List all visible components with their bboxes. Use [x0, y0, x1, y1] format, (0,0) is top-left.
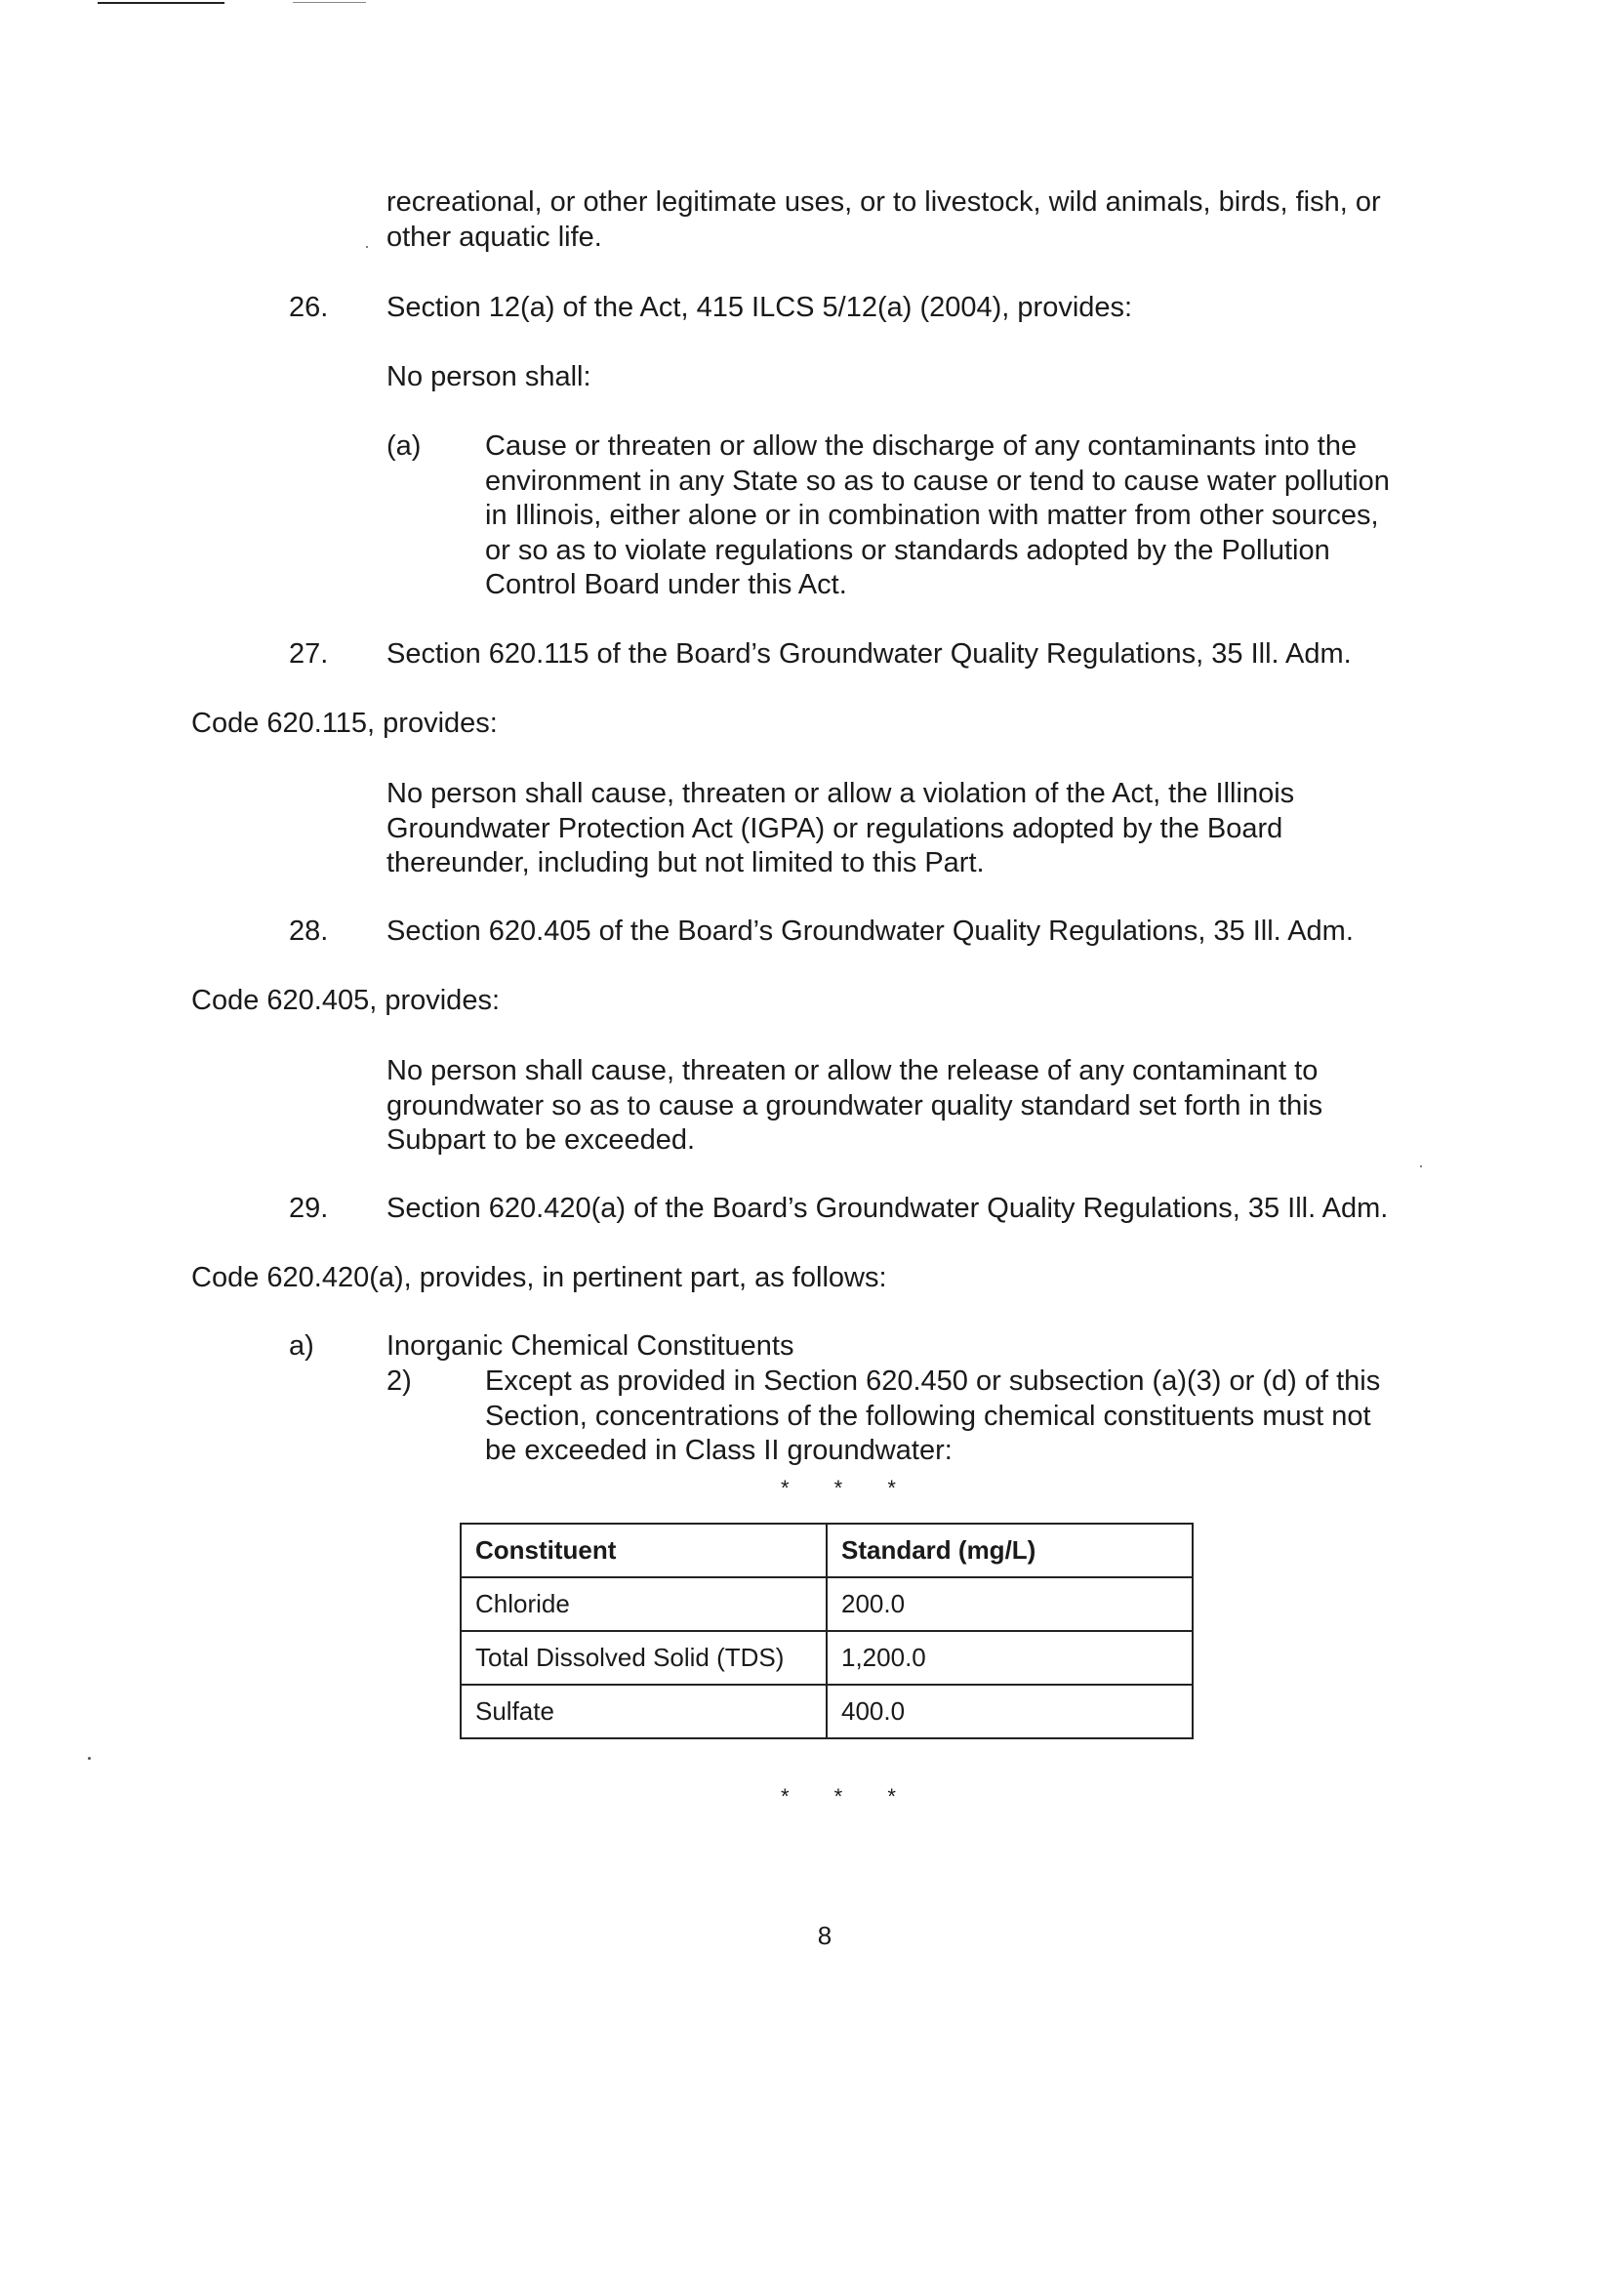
item-label: 2) [386, 1365, 412, 1397]
paragraph-number: 29. [289, 1193, 329, 1224]
continuation-paragraph [386, 185, 1381, 255]
scan-artifact [98, 2, 224, 4]
standards-table [460, 1523, 1194, 1739]
table-row [461, 1685, 1193, 1738]
subsection-heading: Inorganic Chemical Constituents [386, 1330, 794, 1362]
paragraph-text: Section 620.405 of the Board’s Groundwater Quality Regulations, 35 Ill. Adm. [386, 916, 1354, 947]
table-row [461, 1631, 1193, 1685]
table-cell: Chloride [461, 1577, 827, 1631]
text-line: recreational, or other legitimate uses, or to livestock, wild animals, birds, fish, or [386, 186, 1381, 218]
table-cell: Sulfate [461, 1685, 827, 1738]
paragraph-number: 27. [289, 638, 329, 670]
ellipsis-stars: * * * [781, 1784, 915, 1809]
item-text [485, 429, 1390, 603]
text-line: Control Board under this Act. [485, 569, 847, 600]
paragraph-text: Section 620.115 of the Board’s Groundwater Quality Regulations, 35 Ill. Adm. [386, 638, 1352, 670]
paragraph-lead: No person shall: [386, 361, 591, 392]
text-line: Groundwater Protection Act (IGPA) or regulations adopted by the Board [386, 812, 1283, 844]
item-text [485, 1365, 1380, 1469]
paragraph-number: 26. [289, 292, 329, 323]
page-number: 8 [817, 1921, 832, 1950]
text-line: thereunder, including but not limited to this Part. [386, 847, 985, 878]
text-line: or so as to violate regulations or standards adopted by the Pollution [485, 534, 1330, 566]
table-cell: Total Dissolved Solid (TDS) [461, 1631, 827, 1685]
table-header-row [461, 1524, 1193, 1577]
scan-speck [366, 246, 368, 248]
text-line: other aquatic life. [386, 221, 602, 253]
text-line: in Illinois, either alone or in combination with matter from other sources, [485, 500, 1379, 531]
table-cell: 1,200.0 [827, 1631, 1193, 1685]
item-label: (a) [386, 430, 422, 462]
table-header-cell: Standard (mg/L) [827, 1524, 1193, 1577]
text-line: be exceeded in Class II groundwater: [485, 1435, 953, 1466]
text-line: Except as provided in Section 620.450 or subsection (a)(3) or (d) of this [485, 1365, 1381, 1397]
table-cell: 400.0 [827, 1685, 1193, 1738]
scan-speck [88, 1757, 91, 1760]
table-row [461, 1577, 1193, 1631]
text-line: No person shall cause, threaten or allow a violation of the Act, the Illinois [386, 778, 1295, 809]
text-line: groundwater so as to cause a groundwater quality standard set forth in this [386, 1089, 1323, 1121]
quoted-text [386, 777, 1294, 881]
scan-speck [1420, 1165, 1422, 1167]
paragraph-continuation: Code 620.115, provides: [191, 708, 498, 739]
paragraph-continuation: Code 620.420(a), provides, in pertinent part, as follows: [191, 1262, 887, 1293]
paragraph-number: 28. [289, 916, 329, 947]
subsection-label: a) [289, 1330, 314, 1362]
text-line: Section, concentrations of the following chemical constituents must not [485, 1400, 1371, 1432]
text-line: Subpart to be exceeded. [386, 1124, 696, 1156]
table-header-cell: Constituent [461, 1524, 827, 1577]
text-line: environment in any State so as to cause or tend to cause water pollution [485, 465, 1390, 497]
paragraph-continuation: Code 620.405, provides: [191, 985, 500, 1016]
quoted-text [386, 1054, 1322, 1159]
text-line: Cause or threaten or allow the discharge of any contaminants into the [485, 430, 1358, 462]
paragraph-text: Section 12(a) of the Act, 415 ILCS 5/12(a) (2004), provides: [386, 292, 1133, 323]
text-line: No person shall cause, threaten or allow the release of any contaminant to [386, 1055, 1319, 1086]
ellipsis-stars: * * * [781, 1476, 915, 1500]
paragraph-text: Section 620.420(a) of the Board’s Groundwater Quality Regulations, 35 Ill. Adm. [386, 1193, 1389, 1224]
table-cell: 200.0 [827, 1577, 1193, 1631]
scan-artifact [293, 2, 366, 3]
